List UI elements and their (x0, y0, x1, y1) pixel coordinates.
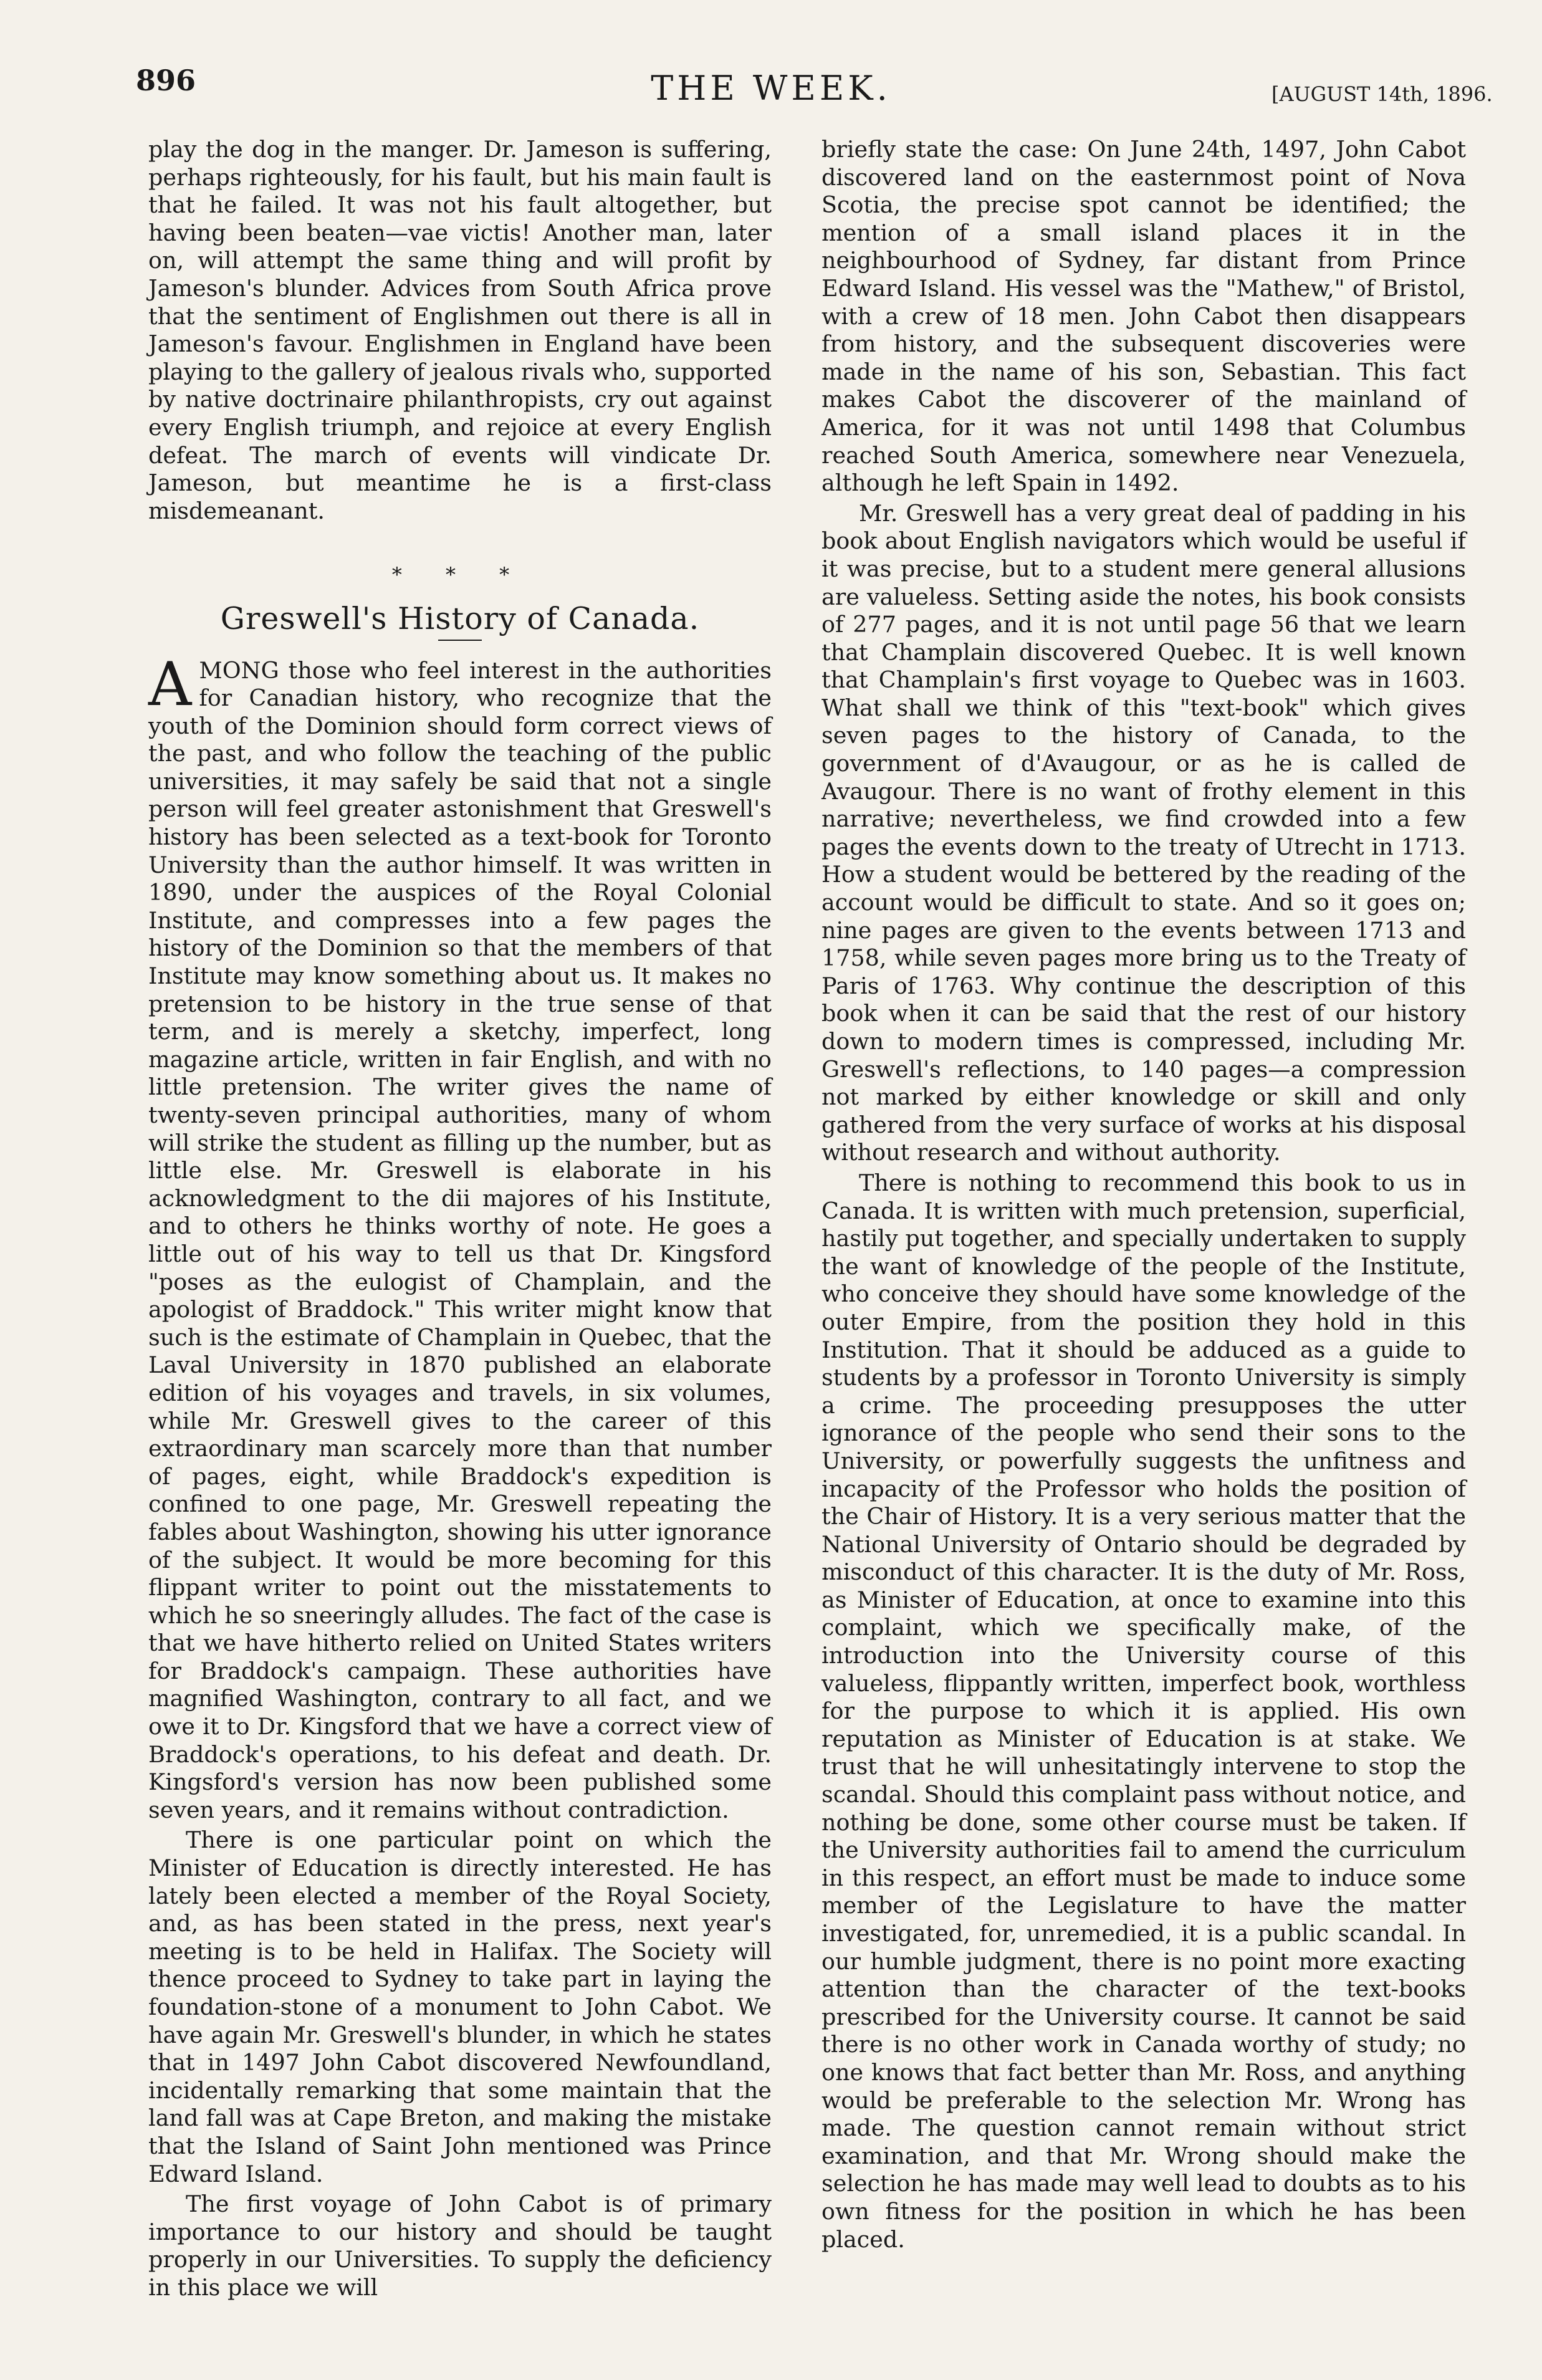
right-paragraph-2: Mr. Greswell has a very great deal of padding in his book about English navigators which would be useful if it was precise, but to a student mere general allusions are valueless. Setting aside the notes, his book consists of 277 pages, and it is not until page 56 that we learn that Champlain discovered Quebec. It is well known that Champlain's first voyage to Quebec was in 1603. What shall we think of this "text-book" which gives seven pages to the history of Canada, to the government of d'Avaugour, or as he is called de Avaugour. There is no want of frothy element in this narrative; nevertheless, we find crowded into a few pages the events down to the treaty of Utrecht in 1713. How a student would be bettered by the reading of the account would be difficult to state. And so it goes on; nine pages are given to the events between 1713 and 1758, while seven pages more bring us to the Treaty of Paris of 1763. Why continue the description of this book when it can be said that the rest of our history down to modern times is compressed, including Mr. Greswell's reflections, to 140 pages—a compression not marked by either knowledge or skill and only gathered from the very surface of works at his disposal without research and without authority. (821, 499, 1466, 1166)
section-separator: * * * (391, 563, 529, 587)
article-paragraph-3: The first voyage of John Cabot is of primary importance to our history and should be taught properly in our Universities. To supply the deficiency in this place we will (148, 2190, 772, 2301)
drop-cap: A (148, 649, 192, 719)
article-paragraph-2: There is one particular point on which the Minister of Education is directly interested. He has lately been elected a member of the Royal Society, and, as has been stated in the press, next year's meeting is to be held in Halifax. The Society will thence proceed to Sydney to take part in laying the foundation-stone of a monument to John Cabot. We have again Mr. Greswell's blunder, in which he states that in 1497 John Cabot discovered Newfoundland, incidentally remarking that some maintain that the land fall was at Cape Breton, and making the mistake that the Island of Saint John mentioned was Prince Edward Island. (148, 1826, 772, 2187)
right-column (821, 136, 1466, 2253)
article-title: Greswell's History of Canada. (220, 600, 700, 636)
page-header (0, 0, 1542, 125)
continuation-paragraph: play the dog in the manger. Dr. Jameson is suffering, perhaps righteously, for his fault, but his main fault is that he failed. It was not his fault altogether, but having been beaten—vae victis! Another man, later on, will attempt the same thing and will profit by Jameson's blunder. Advices from South Africa prove that the sentiment of Englishmen out there is all in Jameson's favour. Englishmen in England have been playing to the gallery of jealous rivals who, supported by native doctrinaire philanthropists, cry out against every English triumph, and rejoice at every English defeat. The march of events will vindicate Dr. Jameson, but meantime he is a first-class misdemeanant. (148, 136, 772, 524)
title-rule (438, 640, 482, 641)
right-paragraph-1: briefly state the case: On June 24th, 1497, John Cabot discovered land on the easternmost point of Nova Scotia, the precise spot cannot be identified; the mention of a small island places it in the neighbourhood of Sydney, far distant from Prince Edward Island. His vessel was the "Mathew," of Bristol, with a crew of 18 men. John Cabot then disappears from history, and the subsequent discoveries were made in the name of his son, Sebastian. This fact makes Cabot the discoverer of the mainland of America, for it was not until 1498 that Columbus reached South America, somewhere near Venezuela, although he left Spain in 1492. (821, 136, 1466, 497)
journal-title: THE WEEK. (651, 69, 891, 108)
article-paragraph-1 (148, 649, 772, 1825)
page-number: 896 (136, 64, 196, 97)
article-paragraph-1-text: MONG those who feel interest in the authorities for Canadian history, who recognize that the youth of the Dominion should form correct views of the past, and who follow the teaching of the public universities, it may safely be said that not a single person will feel greater astonishment that Greswell's history has been selected as a text-book for Toronto University than the author himself. It was written in 1890, under the auspices of the Royal Colonial Institute, and compresses into a few pages the history of the Dominion so that the members of that Institute may know something about us. It makes no pretension to be history in the true sense of that term, and is merely a sketchy, imperfect, long magazine article, written in fair English, and with no little pretension. The writer gives the name of twenty-seven principal authorities, many of whom will strike the student as filling up the number, but as little else. Mr. Greswell is elaborate in his acknowledgment to the dii majores of his Institute, and to others he thinks worthy of note. He goes a little out of his way to tell us that Dr. Kingsford "poses as the eulogist of Champlain, and the apologist of Braddock." This writer might know that such is the estimate of Champlain in Quebec, that the Laval University in 1870 published an elaborate edition of his voyages and travels, in six volumes, while Mr. Greswell gives to the career of this extraordinary man scarcely more than that number of pages, eight, while Braddock's expedition is confined to one page, Mr. Greswell repeating the fables about Washington, showing his utter ignorance of the subject. It would be more becoming for this flippant writer to point out the misstatements to which he so sneeringly alludes. The fact of the case is that we have hitherto relied on United States writers for Braddock's campaign. These authorities have magnified Washington, contrary to all fact, and we owe it to Dr. Kingsford that we have a correct view of Braddock's operations, to his defeat and death. Dr. Kingsford's version has now been published some seven years, and it remains without contradiction. (148, 656, 772, 1823)
issue-date: [AUGUST 14th, 1896. (1271, 82, 1493, 106)
left-column (148, 136, 772, 2302)
right-paragraph-3: There is nothing to recommend this book to us in Canada. It is written with much pretension, superficial, hastily put together, and specially undertaken to supply the want of knowledge of the people of the Institute, who conceive they should have some knowledge of the outer Empire, from the position they hold in this Institution. That it should be adduced as a guide to students by a professor in Toronto University is simply a crime. The proceeding presupposes the utter ignorance of the people who send their sons to the University, or powerfully suggests the unfitness and incapacity of the Professor who holds the position of the Chair of History. It is a very serious matter that the National University of Ontario should be degraded by misconduct of this character. It is the duty of Mr. Ross, as Minister of Education, at once to examine into this complaint, which we specifically make, of the introduction into the University course of this valueless, flippantly written, imperfect book, worthless for the purpose to which it is applied. His own reputation as Minister of Education is at stake. We trust that he will unhesitatingly intervene to stop the scandal. Should this complaint pass without notice, and nothing be done, some other course must be taken. If the University authorities fail to amend the curriculum in this respect, an effort must be made to induce some member of the Legislature to have the matter investigated, for, unremedied, it is a public scandal. In our humble judgment, there is no point more exacting attention than the character of the text-books prescribed for the University course. It cannot be said there is no other work in Canada worthy of study; no one knows that fact better than Mr. Ross, and anything would be preferable to the selection Mr. Wrong has made. The question cannot remain without strict examination, and that Mr. Wrong should make the selection he has made may well lead to doubts as to his own fitness for the position in which he has been placed. (821, 1169, 1466, 2253)
